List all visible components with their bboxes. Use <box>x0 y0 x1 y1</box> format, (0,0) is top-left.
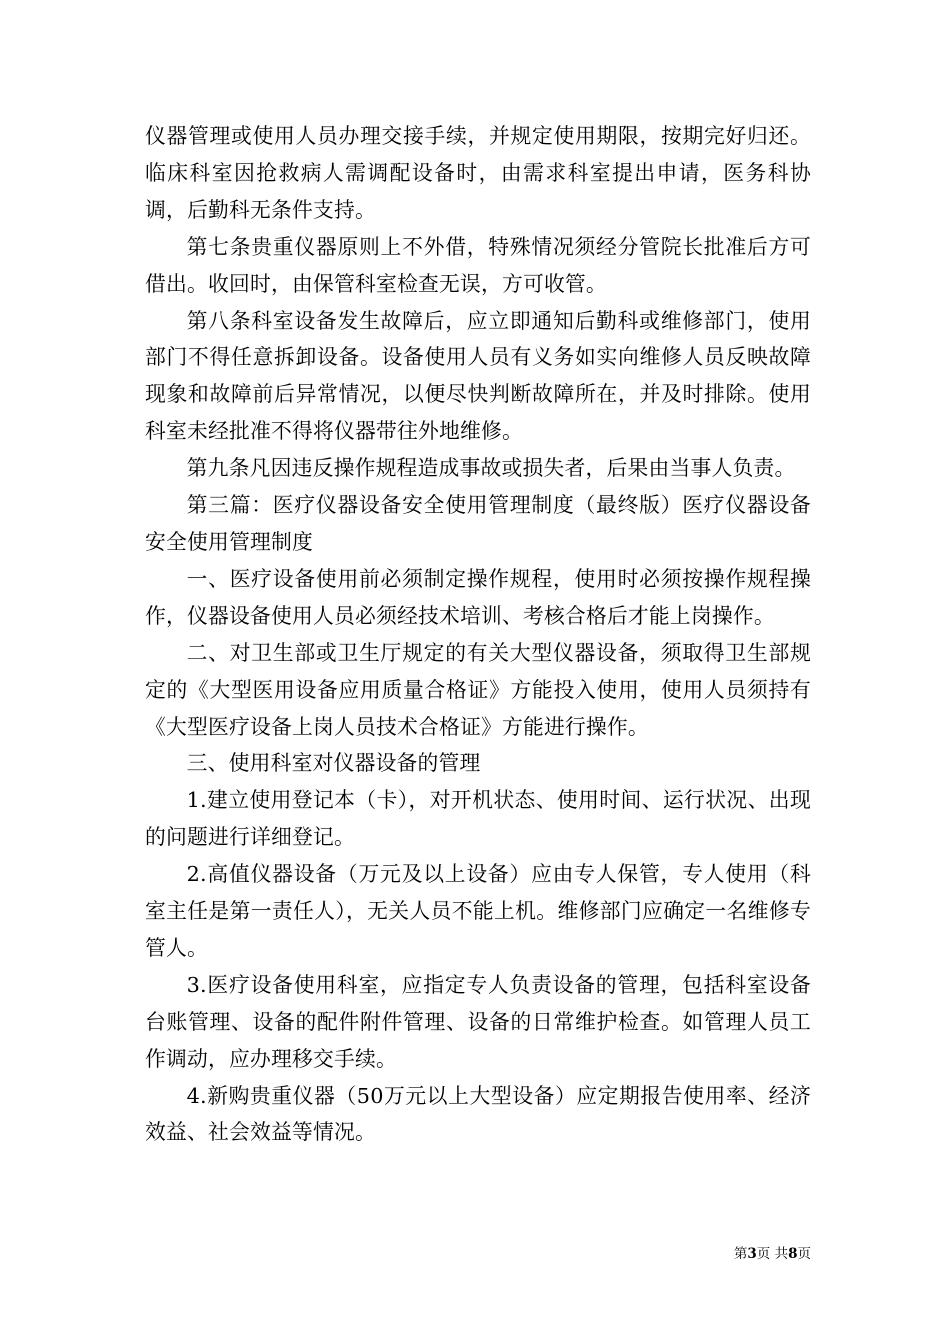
document-body <box>145 118 811 1151</box>
paragraph-article-9: 第九条凡因违反操作规程造成事故或损失者，后果由当事人负责。 <box>186 456 796 481</box>
paragraph-continuation: 仪器管理或使用人员办理交接手续，并规定使用期限，按期完好归还。临床科室因抢救病人需调配设备时，由需求科室提出申请，医务科协调，后勤科无条件支持。 <box>145 124 811 222</box>
footer-suffix: 页 <box>797 1246 811 1262</box>
current-page-number: 3 <box>747 1246 757 1262</box>
paragraph-article-7: 第七条贵重仪器原则上不外借，特殊情况须经分管院长批准后方可借出。收回时，由保管科室检查无误，方可收管。 <box>145 234 811 296</box>
footer-prefix: 第 <box>733 1246 748 1262</box>
paragraph-item-1: 一、医疗设备使用前必须制定操作规程，使用时必须按操作规程操作，仪器设备使用人员必须经技术培训、考核合格后才能上岗操作。 <box>145 566 811 628</box>
paragraph-item-3-heading: 三、使用科室对仪器设备的管理 <box>186 751 481 776</box>
total-page-number: 8 <box>788 1246 798 1262</box>
paragraph-subitem-2: 2.高值仪器设备（万元及以上设备）应由专人保管，专人使用（科室主任是第一责任人），无关人员不能上机。维修部门应确定一名维修专管人。 <box>145 862 811 960</box>
paragraph-item-2: 二、对卫生部或卫生厅规定的有关大型仪器设备，须取得卫生部规定的《大型医用设备应用质量合格证》方能投入使用，使用人员须持有《大型医疗设备上岗人员技术合格证》方能进行操作。 <box>145 640 811 739</box>
section-heading-part-3: 第三篇：医疗仪器设备安全使用管理制度（最终版）医疗仪器设备安全使用管理制度 <box>145 493 811 554</box>
paragraph-article-8: 第八条科室设备发生故障后，应立即通知后勤科或维修部门，使用部门不得任意拆卸设备。设备使用人员有义务如实向维修人员反映故障现象和故障前后异常情况，以便尽快判断故障所在，并及时排除。使用科室未经批准不得将仪器带往外地维修。 <box>145 308 811 444</box>
paragraph-subitem-3: 3.医疗设备使用科室，应指定专人负责设备的管理，包括科室设备台账管理、设备的配件附件管理、设备的日常维护检查。如管理人员工作调动，应办理移交手续。 <box>145 972 811 1071</box>
paragraph-subitem-1: 1.建立使用登记本（卡），对开机状态、使用时间、运行状况、出现的问题进行详细登记。 <box>145 788 811 850</box>
page-number-footer <box>700 1245 811 1263</box>
footer-middle: 页 共 <box>756 1246 789 1262</box>
paragraph-subitem-4: 4.新购贵重仪器（50万元以上大型设备）应定期报告使用率、经济效益、社会效益等情况。 <box>145 1083 811 1145</box>
